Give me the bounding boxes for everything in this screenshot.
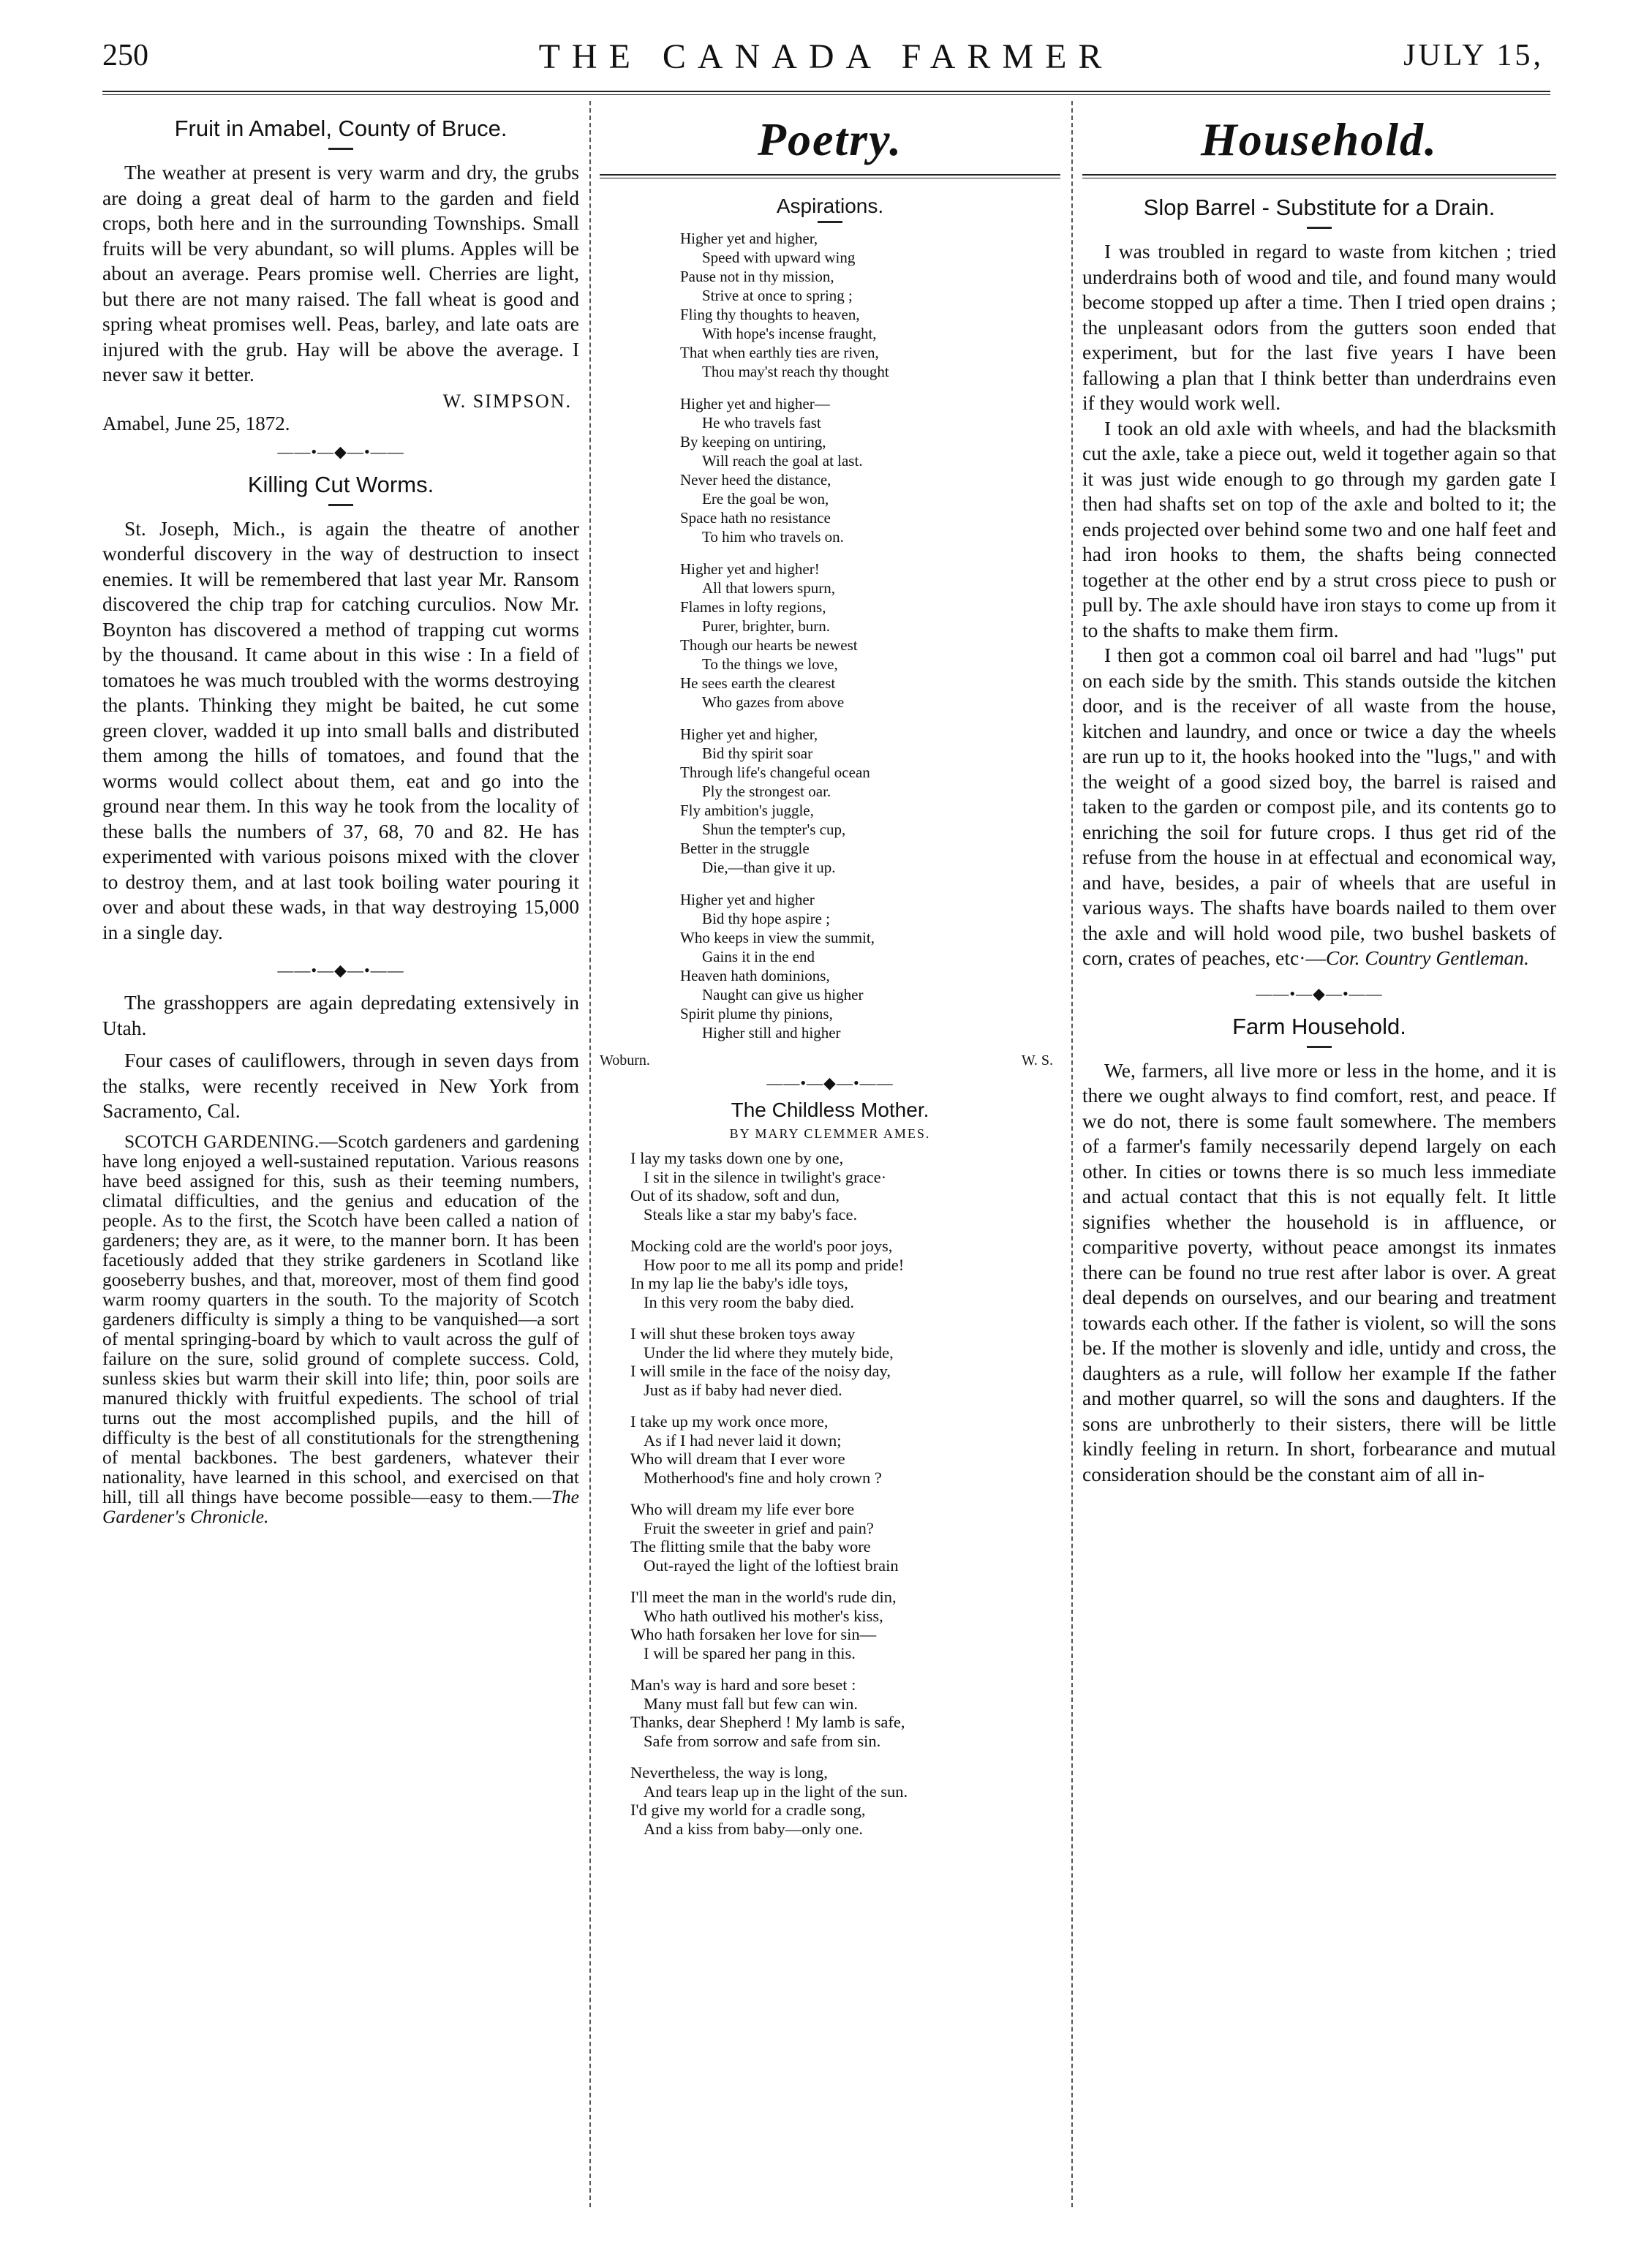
poem-line: With hope's incense fraught, (702, 325, 877, 342)
poem-stanza (680, 725, 1060, 877)
poem-line: Naught can give us higher (702, 986, 864, 1003)
poem-line: Never heed the distance, (680, 471, 831, 489)
article-title-slop-barrel: Slop Barrel - Substitute for a Drain. (1143, 195, 1496, 220)
poem-stanza (630, 1588, 1060, 1662)
poem-line: Shun the tempter's cup, (702, 821, 846, 838)
poem-line: In this very room the baby died. (644, 1292, 855, 1311)
article-body-cut-worms: St. Joseph, Mich., is again the theatre of another wonderful discovery in the way of destruction to insect enemies. It will be remembered that last year Mr. Ransom discovered the chip trap for catching curculios. Now Mr. Boynton has discovered a method of trapping cut worms by the thousand. It came about in this wise : In a field of tomatoes he was much troubled with the worms destroying the plants. Thinking they might be baited, he cut some green clover, wadded it up into small balls and distributed them among the hills of tomatoes, and found that the worms would collect about them, eat and go into the ground near them. In this way he took from the locality of these balls the numbers of 37, 68, 70 and 82. He has experimented with various poisons mixed with the clover to destroy them, and at last took boiling water pouring it over and about these wads, in that way destroying 15,000 in a single day. (102, 516, 579, 943)
poem-line: Higher yet and higher (680, 891, 815, 908)
poem-line: How poor to me all its pomp and pride! (644, 1255, 905, 1274)
article-title-cut-worms: Killing Cut Worms. (247, 471, 434, 497)
poem-line: I will be spared her pang in this. (644, 1643, 856, 1662)
poem-stanza (680, 890, 1060, 1042)
poem-line: Fly ambition's juggle, (680, 802, 814, 819)
poem-line: Out of its shadow, soft and dun, (630, 1186, 840, 1205)
poem-line: Who keeps in view the summit, (680, 929, 875, 946)
newspaper-title: THE CANADA FARMER (538, 37, 1114, 76)
poem-stanza (630, 1237, 1060, 1311)
column-divider-1 (589, 101, 591, 2207)
poem-line: Flames in lofty regions, (680, 598, 826, 616)
poem-line: I'd give my world for a cradle song, (630, 1801, 866, 1819)
column-middle (600, 110, 1060, 2216)
column-left (102, 110, 579, 2216)
issue-date: JULY 15, (1403, 39, 1544, 72)
poem-line: He who travels fast (702, 414, 821, 432)
article-body-fruit-amabel: The weather at present is very warm and dry, the grubs are doing a great deal of harm to the garden and field crops, both here and in the surrounding Townships. Small fruits will be very abundant, so will plums. Apples will be about an average. Pears promise well. Cherries are light, but there are not many raised. The fall wheat is good and spring wheat promises well. Peas, barley, and late oats are injured with the grub. Hay will be above the average. I never saw it better. (102, 161, 579, 385)
poem-line: Who will dream that I ever wore (630, 1450, 845, 1468)
section-rule (1082, 174, 1556, 178)
poem-line: I'll meet the man in the world's rude din, (630, 1588, 897, 1606)
poem-line: Who will dream my life ever bore (630, 1500, 855, 1518)
poem-line: That when earthly ties are riven, (680, 344, 879, 361)
section-title-poetry: Poetry. (757, 113, 903, 165)
poem-line: Purer, brighter, burn. (702, 617, 831, 635)
poem-line: Man's way is hard and sore beset : (630, 1676, 856, 1694)
poem-line: He sees earth the clearest (680, 674, 836, 692)
ornament-divider: ——•—◆—•—— (1256, 984, 1383, 1003)
poem-line: Who hath outlived his mother's kiss, (644, 1606, 883, 1625)
article-title-fruit-amabel: Fruit in Amabel, County of Bruce. (174, 116, 508, 141)
poem-line: Ply the strongest oar. (702, 783, 831, 800)
poem-line: Die,—than give it up. (702, 859, 836, 876)
poem-line: Higher still and higher (702, 1024, 841, 1041)
poem-stanza (680, 559, 1060, 712)
poem-line: I will shut these broken toys away (630, 1324, 856, 1343)
poem-title-aspirations: Aspirations. (776, 195, 884, 217)
poem-place: Woburn. (600, 1052, 650, 1069)
poem-stanza (630, 1500, 1060, 1575)
poem-initials: W. S. (1021, 1052, 1053, 1069)
title-dash (818, 221, 842, 223)
poem-stanza (630, 1676, 1060, 1750)
poem-line: Higher yet and higher, (680, 230, 818, 247)
poem-line: Strive at once to spring ; (702, 287, 853, 304)
poem-line: And tears leap up in the light of the sun. (644, 1782, 908, 1801)
poem-line: Space hath no resistance (680, 509, 831, 527)
slop-barrel-paragraph-2: I took an old axle with wheels, and had the blacksmith cut the axle, take a piece out, weld it together again so that it was just wide enough to go through my garden gate I then had shafts set on top of the axle and bolted to it; the ends projected over behind some two and one half feet and had iron hooks to them, the shafts being connected together at the other end by a strut cross piece to push or pull by. The axle should have iron stays to come up from it to the shafts to make them firm. (1082, 416, 1556, 641)
slop-barrel-source: Cor. Country Gentleman. (1325, 946, 1529, 969)
poem-stanza (630, 1412, 1060, 1487)
poem-childless-mother (600, 1149, 1060, 1838)
poem-line: Pause not in thy mission, (680, 268, 834, 285)
poem-line: Speed with upward wing (702, 249, 856, 266)
poem-line: Ere the goal be won, (702, 490, 829, 508)
page-header (0, 0, 1652, 94)
poem-line: By keeping on untiring, (680, 433, 826, 451)
poem-line: Who gazes from above (702, 693, 845, 711)
farm-household-body: We, farmers, all live more or less in the home, and it is there we ought always to find comfort, rest, and peace. If we do not, there is some fault somewhere. The members of a farmer's family necessarily depend largely on each other. In cities or towns there is so much less immediate and actual contact that this is not equally felt. It little signifies whether the household is in affluence, or comparitive poverty, without peace amongst its inmates there can be found no true rest after labor is over. A great deal depends on ourselves, and our bearing and treatment towards each other. If the father is violent, so will the sons be. If the mother is slovenly and idle, untidy and cross, the daughters as a rule, will follow her example If the father and mother quarrel, so will the sons and daughters. If the sons are unbrotherly to their sisters, there will be little kindly feeling in return. In short, forbearance and mutual consideration should be the constant aim of all in- (1082, 1058, 1556, 1485)
poem-line: Though our hearts be newest (680, 636, 858, 654)
poem-line: Thanks, dear Shepherd ! My lamb is safe, (630, 1713, 905, 1731)
title-dash (328, 148, 353, 150)
poem-line: Just as if baby had never died. (644, 1380, 842, 1399)
poem-line: Under the lid where they mutely bide, (644, 1343, 894, 1362)
dateline: Amabel, June 25, 1872. (102, 412, 290, 434)
poem-line: In my lap lie the baby's idle toys, (630, 1274, 848, 1292)
poem-line: I will smile in the face of the noisy day, (630, 1362, 891, 1380)
poem-aspirations (600, 229, 1060, 1042)
title-dash (328, 504, 353, 506)
ornament-divider: ——•—◆—•—— (277, 961, 404, 979)
signature: W. SIMPSON. (442, 390, 572, 412)
poem-line: All that lowers spurn, (702, 579, 835, 597)
poem-footer (600, 1052, 1060, 1069)
poem-line: Heaven hath dominions, (680, 967, 830, 984)
poem-line: To him who travels on. (702, 528, 844, 546)
poem-line: Through life's changeful ocean (680, 764, 870, 781)
poem-line: Many must fall but few can win. (644, 1694, 859, 1713)
poem-line: Higher yet and higher— (680, 395, 830, 412)
poem-line: Nevertheless, the way is long, (630, 1763, 828, 1782)
poem-line: Gains it in the end (702, 948, 815, 965)
section-rule (600, 174, 1060, 178)
scotch-body: —Scotch gardeners and gardening have long enjoyed a well-sustained reputation. Various reasons have beed assigned for this, sush as their teeming numbers, climatal difficulties, and the genius and education of the people. As to the first, the Scotch have been called a nation of gardeners; they are, as it were, to the manner born. It has been facetiously added that they strike gardeners in Scotland like gooseberry bushes, and that, moreover, most of them find good warm roomy quarters in the south. To the majority of Scotch gardeners difficulty is simply a thing to be vanquished—a sort of mental springing-board by which to vault across the gulf of failure on the sure, solid ground of complete success. Cold, sunless skies but warm their skill into life; thin, poor soils are manured thickly with fruitful expedients. The school of trial turns out the most accomplished pupils, and the hill of difficulty is the best of all constitutionals for the strengthening of mental backbones. The best gardeners, whatever their nationality, have learned in this school, and exercised on that hill, till all things have become possible—easy to them.— (102, 1130, 579, 1507)
title-dash (1307, 1046, 1332, 1048)
poem-line: And a kiss from baby—only one. (644, 1819, 863, 1838)
poem-line: Safe from sorrow and safe from sin. (644, 1731, 881, 1750)
slop-barrel-paragraph-3-text: I then got a common coal oil barrel and had "lugs" put on each side by the smith. This stands outside the kitchen door, and is the receiver of all waste from the house, kitchen and laundry, and once or twice a day the wheels are run up to it, the hooks hooked into the "lugs," and with the weight of a good sized boy, the barrel is raised and taken to the garden or compost pile, and its contents go to enriching the soil for future crops. I thus get rid of the refuse from the house in at effectual and economical way, and have, besides, a pair of wheels that are useful in various ways. The shafts have boards nailed to them over the axle and will hold wood pile, two bushel baskets of corn, crates of peaches, etc·— (1082, 644, 1556, 969)
column-right (1082, 110, 1556, 2216)
slop-barrel-paragraph-3 (1082, 643, 1556, 971)
poem-byline: BY MARY CLEMMER AMES. (729, 1126, 931, 1141)
column-divider-2 (1071, 101, 1073, 2207)
section-title-household: Household. (1200, 113, 1438, 165)
poem-line: Will reach the goal at last. (702, 452, 863, 470)
poem-line: I sit in the silence in twilight's grace· (644, 1167, 887, 1186)
ornament-divider: ——•—◆—•—— (766, 1074, 894, 1092)
page-number: 250 (102, 39, 148, 72)
poem-line: Fruit the sweeter in grief and pain? (644, 1518, 874, 1537)
poem-line: Out-rayed the light of the loftiest brain (644, 1556, 899, 1575)
article-title-farm-household: Farm Household. (1232, 1013, 1406, 1039)
poem-line: Spirit plume thy pinions, (680, 1005, 833, 1022)
poem-stanza (630, 1149, 1060, 1224)
poem-line: Bid thy hope aspire ; (702, 910, 830, 927)
scotch-source: The Gardener's Chronicle. (102, 1485, 579, 1527)
poem-line: Bid thy spirit soar (702, 745, 813, 762)
scotch-lead: SCOTCH GARDENING. (124, 1130, 320, 1152)
poem-title-childless-mother: The Childless Mother. (731, 1098, 929, 1121)
paragraph-scotch-gardening (102, 1131, 579, 1526)
poem-line: The flitting smile that the baby wore (630, 1537, 871, 1556)
poem-line: As if I had never laid it down; (644, 1431, 842, 1450)
paragraph-grasshoppers: The grasshoppers are again depredating extensively in Utah. (102, 991, 579, 1039)
poem-stanza (630, 1763, 1060, 1838)
title-dash (1307, 227, 1332, 229)
poem-line: Thou may'st reach thy thought (702, 363, 889, 380)
poem-stanza (680, 229, 1060, 381)
poem-line: Higher yet and higher, (680, 726, 818, 743)
poem-line: Who hath forsaken her love for sin— (630, 1625, 877, 1643)
paragraph-cauliflowers: Four cases of cauliflowers, through in seven days from the stalks, were recently received in New York from Sacramento, Cal. (102, 1049, 579, 1122)
poem-line: Steals like a star my baby's face. (644, 1205, 858, 1224)
header-rule (102, 91, 1550, 95)
slop-barrel-paragraph-1: I was troubled in regard to waste from kitchen ; tried underdrains both of wood and tile, and found many would become stopped up after a time. Then I tried open drains ; the unpleasant odors from the gutters soon ended that experiment, but for the last five years I have been fallowing a plan that I think better than underdrains even if they would work well. (1082, 240, 1556, 414)
poem-stanza (630, 1324, 1060, 1399)
ornament-divider: ——•—◆—•—— (277, 442, 404, 461)
poem-line: I lay my tasks down one by one, (630, 1149, 844, 1167)
poem-line: I take up my work once more, (630, 1412, 829, 1431)
poem-line: Higher yet and higher! (680, 560, 820, 578)
poem-stanza (680, 394, 1060, 546)
poem-line: Fling thy thoughts to heaven, (680, 306, 860, 323)
poem-line: Mocking cold are the world's poor joys, (630, 1237, 893, 1255)
poem-line: To the things we love, (702, 655, 838, 673)
poem-line: Better in the struggle (680, 840, 810, 857)
poem-line: Motherhood's fine and holy crown ? (644, 1468, 882, 1487)
